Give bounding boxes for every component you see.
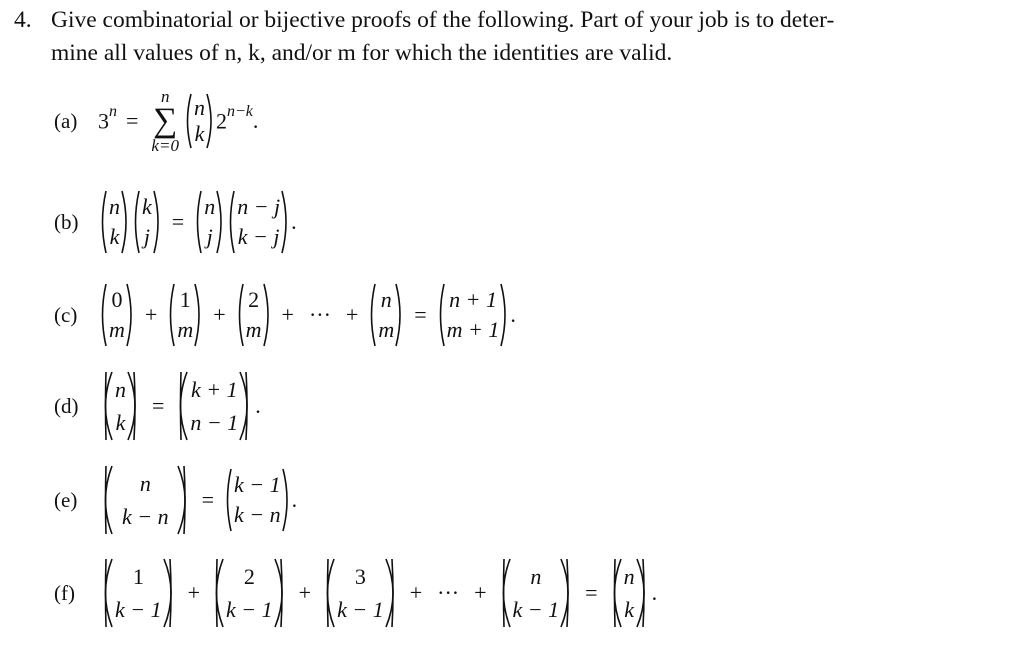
- right-paren: [282, 468, 292, 532]
- right-paren: [153, 190, 163, 254]
- binom-bottom: m: [378, 317, 395, 342]
- right-paren: [263, 283, 273, 347]
- binom-bottom: m: [177, 317, 194, 342]
- part-d-eq: =: [152, 393, 165, 418]
- right-paren: [281, 190, 291, 254]
- part-c-label: (c): [54, 302, 78, 327]
- left-paren: [226, 190, 236, 254]
- part-b-period: .: [291, 209, 297, 234]
- part-b-label: (b): [54, 209, 79, 234]
- part-a-lhs-base: 3: [98, 108, 109, 134]
- part-f: [54, 558, 657, 628]
- binom-bottom: k − n: [234, 502, 281, 527]
- binom-top: 1: [179, 287, 191, 312]
- plus-sign: +: [474, 580, 487, 605]
- plus-sign: +: [187, 580, 201, 605]
- part-a-term-base: 2: [215, 108, 227, 134]
- binomial: [98, 190, 131, 254]
- right-paren: [395, 283, 405, 347]
- binom-top: n: [139, 470, 151, 496]
- problem-line-1: [14, 4, 1004, 37]
- part-a-lhs: [98, 103, 117, 134]
- left-paren: [367, 283, 377, 347]
- right-paren: [206, 93, 216, 149]
- binom-bottom: k − 1: [512, 596, 560, 622]
- left-paren: [173, 371, 189, 441]
- problem-text-1: Give combinatorial or bijective proofs of the following. Part of your job is to deter-: [51, 7, 835, 33]
- part-b-eq: =: [171, 209, 185, 234]
- left-paren: [98, 371, 114, 441]
- binom-top: n: [530, 563, 542, 589]
- binom-bottom: j: [143, 224, 150, 249]
- part-a-sum: [151, 88, 179, 154]
- binomial: [223, 468, 292, 532]
- plus-sign: +: [144, 302, 158, 327]
- binomial: [193, 190, 226, 254]
- left-paren: [166, 283, 176, 347]
- binomial: [436, 283, 511, 347]
- part-a-label: (a): [54, 108, 78, 133]
- problem-line-2: mine all values of n, k, and/or m for which the identities are valid.: [51, 40, 673, 66]
- part-b: [54, 190, 297, 254]
- right-paren: [126, 283, 136, 347]
- part-e-eq: =: [201, 487, 215, 512]
- right-paren: [121, 190, 131, 254]
- left-paren: [98, 465, 114, 535]
- binom-bottom: k − 1: [337, 596, 384, 622]
- plus-sign: +: [345, 302, 359, 327]
- binom-top: n: [380, 287, 392, 312]
- part-a: [54, 88, 258, 154]
- binomial: [183, 93, 216, 149]
- right-paren: [177, 465, 193, 535]
- part-c: [54, 283, 516, 347]
- binom-top: k + 1: [191, 376, 238, 402]
- binom-top: 2: [248, 287, 260, 312]
- binom-top: 2: [243, 563, 255, 589]
- binom-top: k: [142, 194, 152, 219]
- binom-top: n + 1: [449, 287, 497, 312]
- right-paren: [560, 558, 576, 628]
- plus-sign: +: [281, 302, 294, 327]
- binom-top: n: [623, 563, 635, 589]
- binom-bottom: n − 1: [190, 409, 239, 435]
- ellipsis: ···: [437, 580, 460, 605]
- binom-bottom: k: [109, 224, 120, 249]
- right-paren: [636, 558, 652, 628]
- left-paren: [223, 468, 233, 532]
- multichoose: [173, 371, 255, 441]
- sigma-symbol: ∑: [153, 102, 178, 139]
- binomial: [367, 283, 405, 347]
- multichoose: [607, 558, 652, 628]
- binom-top: n − j: [237, 194, 281, 219]
- left-paren: [98, 190, 108, 254]
- binom-bottom: k − 1: [226, 596, 273, 622]
- binom-bottom: k − n: [122, 503, 169, 529]
- plus-sign: +: [213, 302, 226, 327]
- part-f-label: (f): [54, 580, 75, 605]
- right-paren: [194, 283, 204, 347]
- binom-bottom: k: [194, 121, 205, 147]
- problem-statement: [14, 4, 1004, 70]
- binomial: [166, 283, 204, 347]
- right-paren: [274, 558, 290, 628]
- sum-upper-limit: n: [160, 87, 170, 106]
- left-paren: [98, 283, 108, 347]
- part-a-eq: =: [126, 108, 139, 134]
- binom-top: n: [193, 95, 205, 121]
- binomial: [235, 283, 273, 347]
- binom-top: 0: [111, 287, 123, 312]
- part-d-label: (d): [54, 393, 79, 418]
- right-paren: [163, 558, 179, 628]
- binom-bottom: m + 1: [446, 317, 500, 342]
- multichoose: [98, 558, 179, 628]
- binomial: [98, 283, 136, 347]
- left-paren: [193, 190, 203, 254]
- binom-top: n: [109, 194, 120, 219]
- left-paren: [98, 558, 114, 628]
- binom-top: 3: [354, 563, 366, 589]
- left-paren: [131, 190, 141, 254]
- left-paren: [320, 558, 336, 628]
- plus-sign: +: [409, 580, 423, 605]
- left-paren: [496, 558, 512, 628]
- part-c-eq: =: [414, 302, 427, 327]
- multichoose: [320, 558, 401, 628]
- binom-top: n: [204, 194, 216, 219]
- problem-number: 4.: [14, 7, 32, 33]
- binom-bottom: k: [115, 409, 126, 435]
- left-paren: [436, 283, 446, 347]
- binom-bottom: k: [624, 596, 634, 622]
- part-a-lhs-exp: n: [109, 103, 117, 121]
- part-a-term-exp: n−k: [226, 103, 253, 121]
- ellipsis: ···: [308, 302, 331, 327]
- multichoose: [98, 465, 193, 535]
- part-d-period: .: [255, 393, 261, 418]
- binom-top: n: [115, 376, 126, 402]
- part-a-period: .: [252, 108, 259, 134]
- binom-bottom: m: [109, 317, 125, 342]
- left-paren: [607, 558, 623, 628]
- left-paren: [235, 283, 245, 347]
- part-f-eq: =: [585, 580, 598, 605]
- right-paren: [239, 371, 255, 441]
- binomial: [131, 190, 163, 254]
- plus-sign: +: [298, 580, 312, 605]
- binom-top: 1: [132, 563, 144, 589]
- part-f-period: .: [651, 580, 658, 605]
- binom-bottom: k − 1: [115, 596, 162, 622]
- part-c-period: .: [510, 302, 516, 327]
- binom-top: k − 1: [234, 472, 281, 497]
- part-d: [54, 371, 261, 441]
- sum-lower-limit: k=0: [151, 136, 179, 156]
- binom-bottom: j: [206, 224, 213, 249]
- part-e-label: (e): [54, 487, 78, 512]
- left-paren: [183, 93, 193, 149]
- right-paren: [385, 558, 401, 628]
- multichoose: [209, 558, 290, 628]
- binom-bottom: k − j: [237, 224, 280, 249]
- multichoose: [98, 371, 143, 441]
- left-paren: [209, 558, 225, 628]
- right-paren: [216, 190, 226, 254]
- part-e: [54, 465, 297, 535]
- right-paren: [500, 283, 510, 347]
- right-paren: [127, 371, 143, 441]
- binomial: [226, 190, 291, 254]
- multichoose: [496, 558, 577, 628]
- binom-bottom: m: [245, 317, 262, 342]
- part-e-period: .: [291, 487, 298, 512]
- part-a-term: [215, 103, 253, 134]
